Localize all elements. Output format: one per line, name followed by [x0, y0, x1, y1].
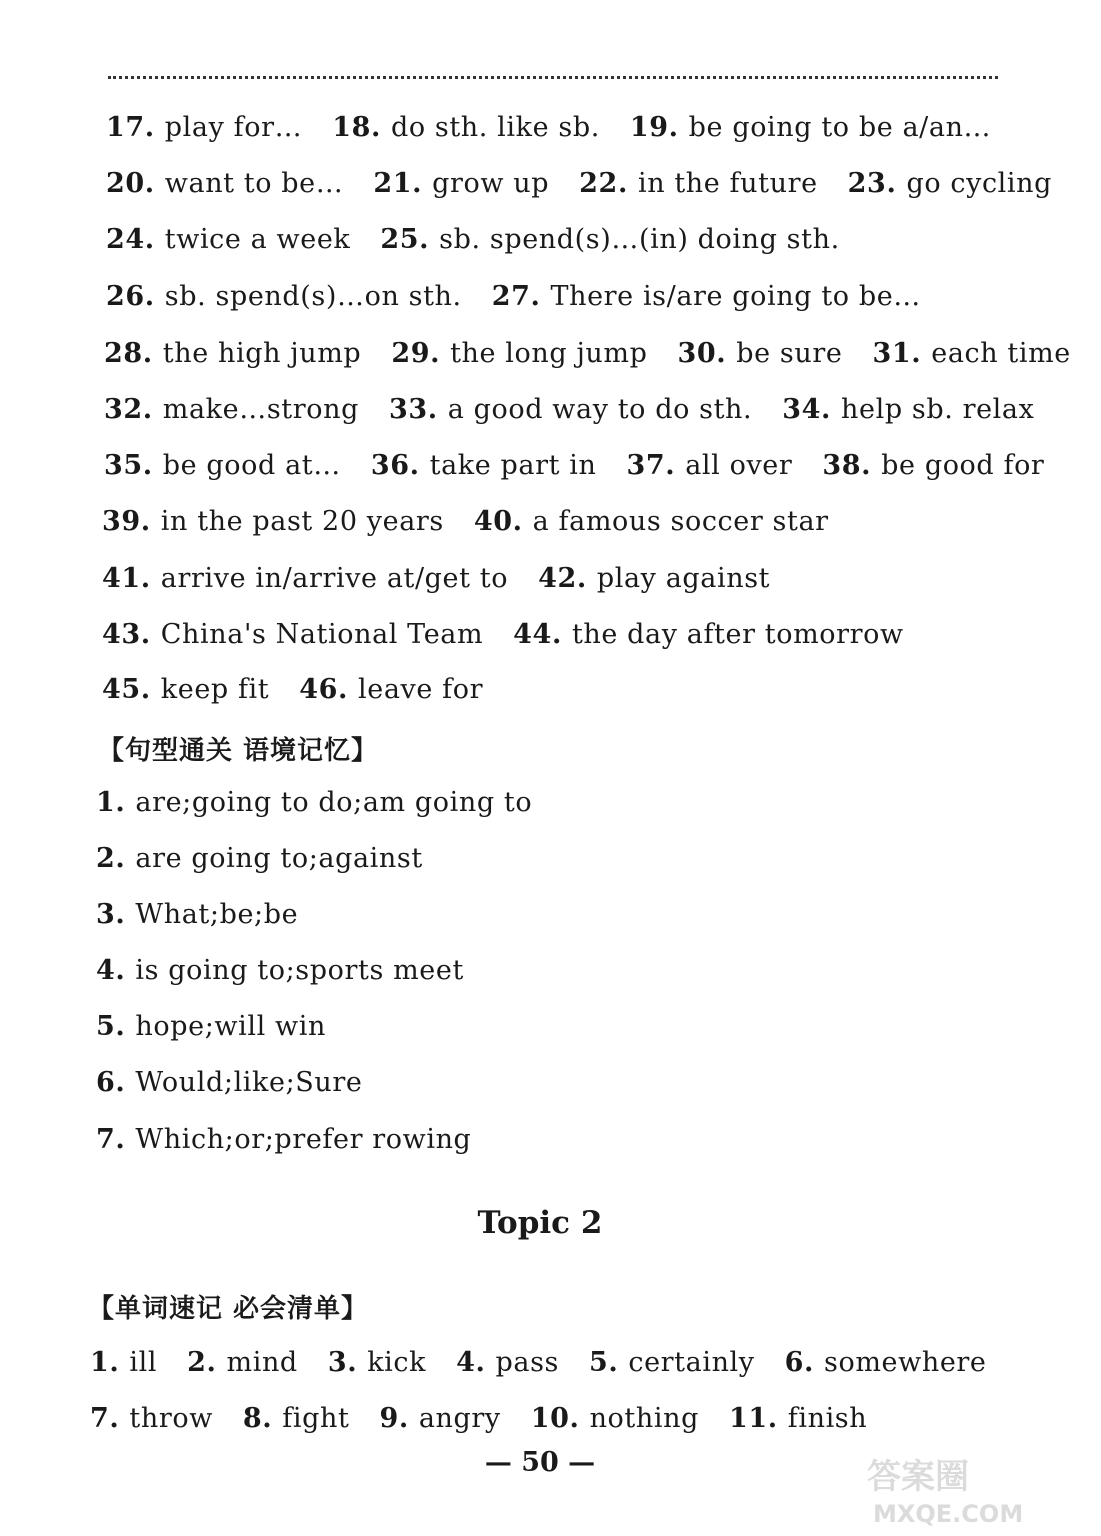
word-answer-item [328, 1347, 426, 1378]
item-text: finish [787, 1403, 868, 1434]
item-text: There is/are going to be… [550, 281, 921, 312]
item-text: certainly [628, 1347, 755, 1378]
phrase-item [513, 619, 904, 650]
sentence-answer-line [96, 1124, 501, 1164]
phrase-item [102, 674, 269, 705]
phrase-line [106, 224, 870, 264]
item-text: arrive in/arrive at/get to [160, 563, 509, 594]
phrase-item [391, 338, 647, 369]
phrase-item [872, 338, 1070, 369]
item-number: 24. [106, 224, 165, 255]
item-number: 6. [96, 1067, 136, 1098]
item-text: go cycling [906, 168, 1053, 199]
item-text: in the future [637, 168, 818, 199]
sentence-answer-line [96, 955, 494, 995]
item-text: be good for [881, 450, 1045, 481]
item-number: 7. [90, 1403, 130, 1434]
item-text: fight [282, 1403, 350, 1434]
phrase-item [104, 394, 359, 425]
phrase-item [332, 112, 600, 143]
item-number: 21. [373, 168, 433, 199]
word-answer-item [456, 1347, 559, 1378]
item-text: make…strong [162, 394, 359, 425]
sentence-answer-item [96, 1067, 362, 1098]
item-number: 1. [90, 1347, 130, 1378]
item-text: twice a week [164, 224, 351, 255]
item-text: be sure [736, 338, 843, 369]
watermark-logo [861, 1450, 1041, 1530]
item-number: 3. [327, 1347, 368, 1378]
word-answer-item [243, 1403, 350, 1434]
word-answer-item [90, 1347, 157, 1378]
item-number: 20. [106, 168, 165, 199]
item-text: sb. spend(s)…(in) doing sth. [439, 224, 840, 255]
item-number: 8. [242, 1403, 283, 1434]
phrase-item [102, 506, 444, 537]
item-number: 46. [299, 674, 359, 705]
section-heading-sentences: 【句型通关 语境记忆】 [98, 736, 379, 766]
item-text: the long jump [450, 338, 648, 369]
phrase-item [104, 450, 341, 481]
phrase-item [104, 338, 361, 369]
item-number: 40. [473, 506, 533, 537]
item-text: help sb. relax [841, 394, 1035, 425]
item-number: 7. [96, 1124, 136, 1155]
item-number: 10. [530, 1403, 590, 1434]
word-answer-item [729, 1403, 867, 1434]
item-number: 42. [538, 563, 597, 594]
item-text: somewhere [824, 1347, 987, 1378]
item-number: 6. [784, 1347, 825, 1378]
phrase-item [630, 112, 991, 143]
item-number: 11. [728, 1403, 788, 1434]
word-answer-line [90, 1403, 897, 1443]
item-number: 29. [391, 338, 451, 369]
item-number: 1. [96, 787, 136, 818]
item-number: 33. [388, 394, 448, 425]
item-number: 32. [104, 394, 163, 425]
item-number: 19. [629, 112, 689, 143]
item-number: 4. [456, 1347, 496, 1378]
item-text: Which;or;prefer rowing [135, 1124, 472, 1155]
item-text: pass [495, 1347, 559, 1378]
phrase-line [104, 394, 1064, 434]
item-number: 25. [380, 224, 440, 255]
top-dotted-rule [108, 76, 998, 79]
item-number: 17. [106, 112, 165, 143]
sentence-answer-item [96, 1011, 326, 1042]
phrase-item [389, 394, 752, 425]
item-number: 27. [491, 281, 551, 312]
word-answer-item [187, 1347, 298, 1378]
item-text: want to be… [164, 168, 344, 199]
phrase-item [782, 394, 1034, 425]
item-number: 38. [822, 450, 882, 481]
item-text: the high jump [162, 338, 362, 369]
svg-text:MXQE.COM: MXQE.COM [873, 1500, 1024, 1528]
item-number: 26. [106, 281, 165, 312]
item-number: 31. [872, 338, 932, 369]
phrase-line [106, 112, 1021, 152]
item-text: mind [226, 1347, 298, 1378]
item-text: play against [596, 563, 771, 594]
phrase-line [104, 450, 1074, 490]
phrase-item [106, 224, 350, 255]
phrase-item [848, 168, 1052, 199]
item-number: 5. [588, 1347, 629, 1378]
item-text: China's National Team [160, 619, 484, 650]
sentence-answer-line [96, 1011, 356, 1051]
item-number: 28. [104, 338, 163, 369]
phrase-line [104, 338, 1101, 378]
section-heading-words: 【单词速记 必会清单】 [88, 1294, 369, 1324]
phrase-item [102, 563, 508, 594]
item-text: a famous soccer star [532, 506, 829, 537]
phrase-line [102, 619, 934, 659]
sentence-answer-item [96, 955, 464, 986]
item-text: is going to;sports meet [135, 955, 464, 986]
item-number: 23. [847, 168, 907, 199]
item-number: 30. [677, 338, 737, 369]
phrase-item [106, 281, 462, 312]
page-number: — 50 — [484, 1447, 596, 1478]
phrase-line [102, 674, 513, 714]
sentence-answer-line [96, 843, 453, 883]
item-text: all over [685, 450, 793, 481]
item-text: angry [418, 1403, 501, 1434]
item-number: 18. [332, 112, 391, 143]
item-text: throw [129, 1403, 213, 1434]
phrase-item [678, 338, 843, 369]
item-text: do sth. like sb. [390, 112, 600, 143]
phrase-item [492, 281, 921, 312]
word-answer-item [90, 1403, 213, 1434]
item-number: 37. [626, 450, 686, 481]
item-text: What;be;be [135, 899, 299, 930]
item-number: 22. [579, 168, 638, 199]
item-text: kick [367, 1347, 427, 1378]
item-number: 2. [187, 1347, 227, 1378]
sentence-answer-item [96, 843, 423, 874]
sentence-answer-item [96, 787, 532, 818]
item-text: the day after tomorrow [571, 619, 904, 650]
item-number: 4. [96, 955, 136, 986]
sentence-answer-item [96, 1124, 471, 1155]
item-number: 36. [370, 450, 430, 481]
item-number: 2. [96, 843, 136, 874]
item-number: 5. [96, 1011, 136, 1042]
word-answer-item [531, 1403, 699, 1434]
phrase-item [299, 674, 483, 705]
topic-title: Topic 2 [477, 1205, 603, 1241]
phrase-item [371, 450, 597, 481]
phrase-item [373, 168, 549, 199]
svg-text:答案圈: 答案圈 [867, 1457, 969, 1497]
item-text: be good at… [162, 450, 341, 481]
phrase-line [106, 168, 1082, 208]
item-text: are going to;against [135, 843, 423, 874]
item-number: 44. [513, 619, 572, 650]
item-number: 9. [379, 1403, 419, 1434]
item-text: take part in [429, 450, 597, 481]
phrase-item [822, 450, 1044, 481]
item-text: sb. spend(s)…on sth. [164, 281, 462, 312]
item-number: 34. [782, 394, 842, 425]
phrase-line [102, 506, 859, 546]
item-number: 41. [102, 563, 161, 594]
item-text: each time [931, 338, 1071, 369]
phrase-item [626, 450, 792, 481]
item-text: play for… [164, 112, 303, 143]
item-text: in the past 20 years [160, 506, 444, 537]
sentence-answer-line [96, 787, 562, 827]
phrase-item [579, 168, 818, 199]
word-answer-line [90, 1347, 1017, 1387]
sentence-answer-line [96, 1067, 392, 1107]
item-text: Would;like;Sure [135, 1067, 363, 1098]
item-number: 35. [104, 450, 163, 481]
item-number: 39. [102, 506, 161, 537]
word-answer-item [379, 1403, 500, 1434]
item-text: be going to be a/an… [688, 112, 992, 143]
phrase-item [538, 563, 770, 594]
phrase-line [106, 281, 951, 321]
item-text: keep fit [160, 674, 270, 705]
phrase-item [106, 168, 343, 199]
item-text: hope;will win [135, 1011, 326, 1042]
phrase-item [102, 619, 483, 650]
item-number: 45. [102, 674, 161, 705]
phrase-item [474, 506, 829, 537]
sentence-answer-item [96, 899, 298, 930]
item-number: 43. [102, 619, 161, 650]
item-text: ill [129, 1347, 158, 1378]
item-text: nothing [589, 1403, 699, 1434]
item-text: a good way to do sth. [447, 394, 753, 425]
phrase-item [380, 224, 839, 255]
item-number: 3. [96, 899, 136, 930]
item-text: are;going to do;am going to [135, 787, 533, 818]
sentence-answer-line [96, 899, 328, 939]
phrase-line [102, 563, 800, 603]
word-answer-item [785, 1347, 987, 1378]
item-text: grow up [432, 168, 550, 199]
word-answer-item [589, 1347, 755, 1378]
phrase-item [106, 112, 302, 143]
item-text: leave for [358, 674, 484, 705]
